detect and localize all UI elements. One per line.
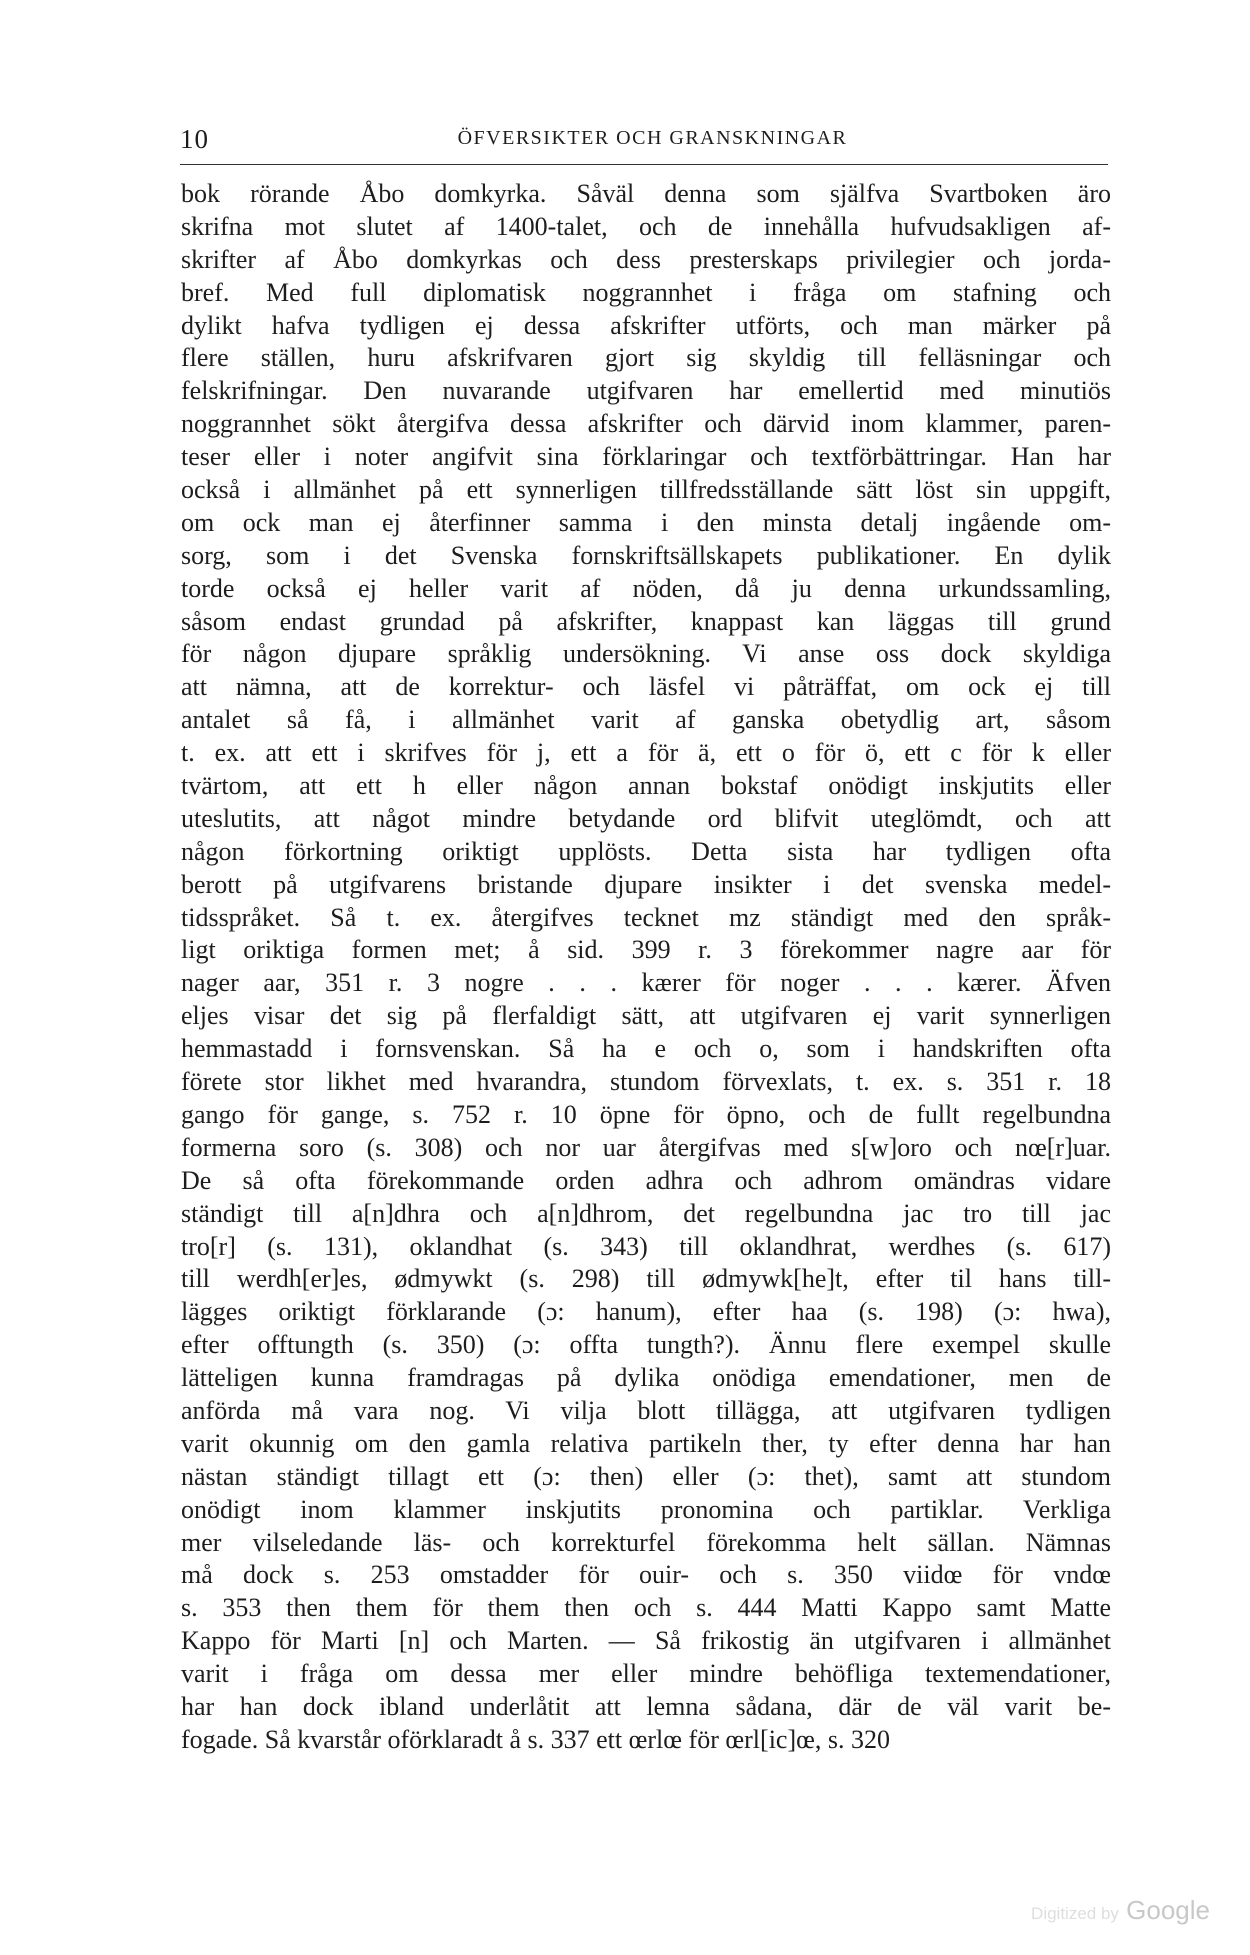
text-line: för någon djupare språklig undersökning. Vi anse oss dock skyldiga <box>181 639 1111 669</box>
header-rule <box>180 164 1108 165</box>
text-line: till werdh[er]es, ødmywkt (s. 298) till ødmywk[he]t, efter til hans till- <box>181 1264 1111 1294</box>
text-line: tro[r] (s. 131), oklandhat (s. 343) till oklandhrat, werdhes (s. 617) <box>181 1231 1111 1261</box>
text-line: dylikt hafva tydligen ej dessa afskrifter utförts, och man märker på <box>181 310 1111 340</box>
text-line: bref. Med full diplomatisk noggrannhet i fråga om stafning och <box>181 277 1111 307</box>
text-line: sorg, som i det Svenska fornskriftsällskapets publikationer. En dylik <box>181 540 1111 570</box>
google-watermark <box>1031 1895 1210 1926</box>
google-logo-text: Google <box>1126 1895 1210 1925</box>
text-line: Kappo för Marti [n] och Marten. — Så frikostig än utgifvaren i allmänhet <box>181 1626 1111 1656</box>
text-line: onödigt inom klammer inskjutits pronomina och partiklar. Verkliga <box>181 1494 1111 1524</box>
text-line: torde också ej heller varit af nöden, då ju denna urkundssamling, <box>181 573 1111 603</box>
text-line: berott på utgifvarens bristande djupare insikter i det svenska medel- <box>181 869 1111 899</box>
text-line: lätteligen kunna framdragas på dylika onödiga emendationer, men de <box>181 1363 1111 1393</box>
text-line: antalet så få, i allmänhet varit af ganska obetydlig art, såsom <box>181 705 1111 735</box>
text-line: fogade. Så kvarstår oförklaradt å s. 337 ett œrlœ för œrl[ic]œ, s. 320 <box>181 1724 891 1754</box>
text-line: förete stor likhet med hvarandra, stundom förvexlats, t. ex. s. 351 r. 18 <box>181 1067 1111 1097</box>
text-line: tvärtom, att ett h eller någon annan bokstaf onödigt inskjutits eller <box>181 771 1111 801</box>
text-line: noggrannhet sökt återgifva dessa afskrifter och därvid inom klammer, paren- <box>181 409 1111 439</box>
text-line: formerna soro (s. 308) och nor uar återgifvas med s[w]oro och nœ[r]uar. <box>181 1132 1111 1162</box>
text-line: varit okunnig om den gamla relativa partikeln ther, ty efter denna har han <box>181 1428 1111 1458</box>
text-line: felskrifningar. Den nuvarande utgifvaren har emellertid med minutiös <box>181 376 1111 406</box>
text-line: efter offtungth (s. 350) (ɔ: offta tungth?). Ännu flere exempel skulle <box>181 1330 1111 1360</box>
text-line: uteslutits, att något mindre betydande ord blifvit uteglömdt, och att <box>181 803 1111 833</box>
text-line: ligt oriktiga formen met; å sid. 399 r. 3 förekommer nagre aar för <box>181 935 1111 965</box>
text-line: gango för gange, s. 752 r. 10 öpne för öpno, och de fullt regelbundna <box>181 1099 1111 1129</box>
text-line: De så ofta förekommande orden adhra och adhrom omändras vidare <box>181 1165 1111 1195</box>
text-line: skrifna mot slutet af 1400-talet, och de innehålla hufvudsakligen af- <box>181 211 1111 241</box>
text-line: har han dock ibland underlåtit att lemna sådana, där de väl varit be- <box>181 1691 1111 1721</box>
text-line: någon förkortning oriktigt upplösts. Detta sista har tydligen ofta <box>181 836 1111 866</box>
running-head: ÖFVERSIKTER OCH GRANSKNINGAR <box>457 127 848 149</box>
text-line: ständigt till a[n]dhra och a[n]dhrom, det regelbundna jac tro till jac <box>181 1198 1111 1228</box>
text-line: må dock s. 253 omstadder för ouir- och s. 350 viidœ för vndœ <box>181 1560 1111 1590</box>
text-line: flere ställen, huru afskrifvaren gjort sig skyldig till felläsningar och <box>181 343 1111 373</box>
text-line: eljes visar det sig på flerfaldigt sätt, att utgifvaren ej varit synnerligen <box>181 1001 1111 1031</box>
text-line: att nämna, att de korrektur- och läsfel vi påträffat, om ock ej till <box>181 672 1111 702</box>
text-line: lägges oriktigt förklarande (ɔ: hanum), efter haa (s. 198) (ɔ: hwa), <box>181 1297 1111 1327</box>
text-line: skrifter af Åbo domkyrkas och dess presterskaps privilegier och jorda- <box>181 244 1111 274</box>
text-line: bok rörande Åbo domkyrka. Såväl denna som själfva Svartboken äro <box>181 179 1111 208</box>
text-line: anförda må vara nog. Vi vilja blott tillägga, att utgifvaren tydligen <box>181 1395 1111 1425</box>
text-line: mer vilseledande läs- och korrekturfel förekomma helt sällan. Nämnas <box>181 1527 1111 1557</box>
text-line: nästan ständigt tillagt ett (ɔ: then) eller (ɔ: thet), samt att stundom <box>181 1461 1111 1491</box>
text-line: nager aar, 351 r. 3 nogre . . . kærer för noger . . . kærer. Äfven <box>181 968 1111 998</box>
digitized-by-label: Digitized by <box>1031 1904 1119 1923</box>
body-text <box>181 178 1111 1757</box>
text-line: teser eller i noter angifvit sina förklaringar och textförbättringar. Han har <box>181 442 1111 472</box>
text-line: också i allmänhet på ett synnerligen tillfredsställande sätt löst sin uppgift, <box>181 475 1111 505</box>
text-line: om ock man ej återfinner samma i den minsta detalj ingående om- <box>181 507 1111 537</box>
text-line: s. 353 then them för them then och s. 444 Matti Kappo samt Matte <box>181 1593 1111 1623</box>
page-number: 10 <box>180 124 209 154</box>
text-line: t. ex. att ett i skrifves för j, ett a för ä, ett o för ö, ett c för k eller <box>181 738 1111 768</box>
text-line: tidsspråket. Så t. ex. återgifves tecknet mz ständigt med den språk- <box>181 902 1111 932</box>
text-line: såsom endast grundad på afskrifter, knappast kan läggas till grund <box>181 606 1111 636</box>
text-line: hemmastadd i fornsvenskan. Så ha e och o, som i handskriften ofta <box>181 1034 1111 1064</box>
text-line: varit i fråga om dessa mer eller mindre behöfliga textemendationer, <box>181 1659 1111 1689</box>
